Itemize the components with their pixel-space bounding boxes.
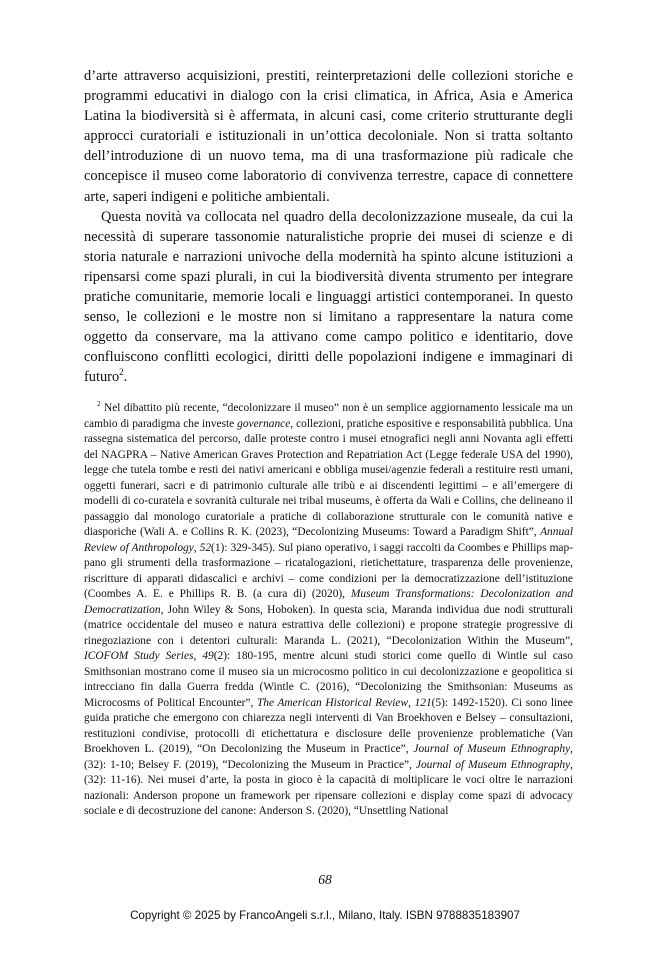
paragraph-2-text: Questa novità va collocata nel quadro della decolonizzazione museale, da cui la necessità di superare tassonomie naturalistiche proprie dei musei di scienze e di storia naturale e narrazioni univoche della modernità ha spinto alcune istituzioni a ripensarsi come spazi plurali, in cui la biodiversità diventa strumento per integrare pratiche comunitarie, memorie locali e linguaggi artistici contemporanei. In questo senso, le collezioni e le mostre non si limitano a rappresentare la natura come oggetto da conservare, ma la attivano come campo politico e identitario, dove confluiscono conflitti ecologici, diritti delle popolazioni indigene e immaginari di futuro	[84, 208, 573, 386]
footnote-segment: Nel dibattito più recente, “decolonizzare il museo” non è un semplice aggiornamento lessicale ma un cambio di paradigma che investe	[84, 402, 573, 430]
footnote-segment: , (32): 11-16). Nei musei d’arte, la posta in gioco è la capacità di moltiplicare le voci oltre le narrazioni nazionali: Anderson propone un framework per ripensare collezioni e display come spazi di advocacy sociale e di decostruzione del canone: Anderson S. (2020), “Unsettling National	[84, 758, 573, 817]
body-text	[84, 66, 573, 388]
paragraph-2	[84, 207, 573, 388]
footnote-segment: , (32): 1-10; Belsey F. (2019), “Decolonizing the Museum in Practice”,	[84, 743, 573, 771]
footnote-segment: (5): 1492-1520). Ci sono linee guida pratiche che emergono con chiarezza negli interventi di Van Broekhoven e Belsey – consultazioni, restituzioni condivise, protocolli di etichettatura e disclosure delle provenienze problematiche (Van Broekhoven L. (2019), “On Decolonizing the Museum in Practice”,	[84, 696, 573, 755]
footnote-italic-segment: ICOFOM Study Series	[84, 650, 194, 662]
footnote-2	[84, 401, 573, 820]
footnote-reference[interactable]: 2	[119, 367, 124, 378]
footnote-italic-segment: Journal of Museum Ethnography	[413, 743, 571, 755]
footnote-segment: (2): 180-195, mentre alcuni studi storici come quello di Wintle sul caso Smithsonian mostrano come il museo sia un microcosmo politico in cui decolonizzazione e geopolitica si intrecciano fin dalla Guerra fredda (Wintle C. (2016), “Decolonizing the Smithsonian: Museums as Microcosms of Political Encounter”,	[84, 650, 573, 709]
footnote-segment: , collezioni, pratiche espositive e responsabilità pubblica. Una rassegna sistematica del percorso, dalle proteste contro i musei etnografici negli anni Novanta agli effetti del NAGPRA – Native American Graves Protection and Repatriation Act (Legge federale USA del 1990), legge che tutela tombe e resti dei nativi americani e obbliga musei/agenzie federali a restituire resti umani, oggetti funerari, sacri e di patrimonio culturale alle tribù e ai discendenti legittimi – e all’emergere di modelli di co-curatela e sovranità culturale nei tribal museums, è offerta da Wali e Collins, che delineano il passaggio dal monologo curatoriale a pratiche di collaborazione strutturale con le comunità native e diasporiche (Wali A. e Collins R. K. (2023), “Decolonizing Museums: Toward a Paradigm Shift”,	[84, 417, 573, 538]
footnote-italic-segment: Museum Transformations: Decolonization and Democratization	[84, 588, 573, 616]
footnote-italic-segment: 52	[199, 541, 212, 554]
footnote-segment: ,	[193, 650, 203, 662]
footnote-segment: ,	[408, 696, 415, 709]
footnote-italic-segment: Annual Review of Anthropology	[84, 526, 573, 554]
footnote	[84, 401, 573, 820]
copyright-notice: Copyright © 2025 by FrancoAngeli s.r.l., Milano, Italy. ISBN 9788835183907	[130, 909, 520, 922]
paragraph-2-tail: .	[123, 369, 128, 386]
footnote-italic-segment: Journal of Museum Ethnography	[415, 758, 571, 771]
footnote-segment: , John Wiley & Sons, Hoboken). In questa scia, Maranda individua due nodi strutturali (matrice occidentale del museo e natura estrattiva delle collezioni) e propone strategie progressive di rinegoziazione con i detentori culturali: Maranda L. (2021), “Decolonization Within the Museum”,	[84, 603, 573, 647]
footnote-segment: (1): 329-345). Sul piano operativo, i saggi raccolti da Coombes e Phillips mappano gli strumenti della trasformazione – ricatalogazioni, rietichettature, trasparenza delle provenienze, riscritture di apparati didascalici e archivi – come condizioni per la democratizzazione dell’istituzione (Coombes A. E. e Phillips R. B. (a cura di) (2020),	[84, 541, 573, 600]
footnote-marker: 2	[97, 400, 101, 409]
footnote-italic-segment: 121	[414, 696, 432, 709]
footnote-segment: ,	[193, 541, 200, 554]
page-number: 68	[318, 872, 332, 887]
footnote-italic-segment: 49	[202, 650, 214, 662]
footnote-body	[84, 402, 573, 817]
paragraph-1: d’arte attraverso acquisizioni, prestiti, reinterpretazioni delle collezioni storiche e programmi educativi in dialogo con la crisi climatica, in Africa, Asia e America Latina la biodiversità si è affermata, in alcuni casi, come criterio strutturante degli approcci curatoriali e istituzionali in un’ottica decoloniale. Non si tratta soltanto dell’introduzione di un nuovo tema, ma di una trasformazione più radicale che concepisce il museo come laboratorio di convivenza terrestre, capace di connettere arte, saperi indigeni e politiche ambientali.	[84, 68, 573, 205]
footnote-italic-segment: The American Historical Review	[256, 696, 409, 709]
footnote-italic-segment: governance	[237, 417, 291, 430]
